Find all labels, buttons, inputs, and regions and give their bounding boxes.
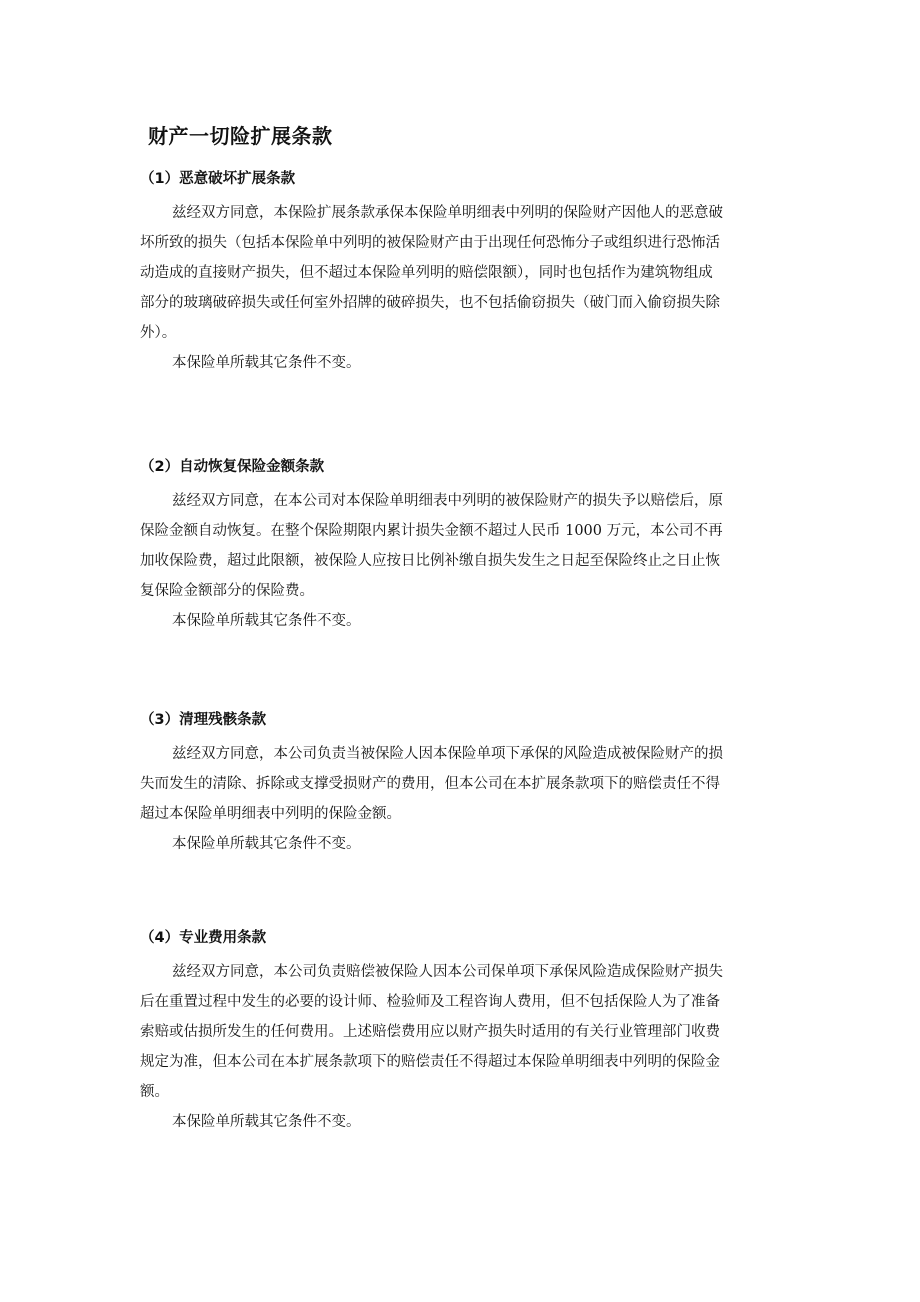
closing-line: 本保险单所载其它条件不变。	[172, 613, 361, 629]
paragraph-line: 坏所致的损失（包括本保险单中列明的被保险财产由于出现任何恐怖分子或组织进行恐怖活	[140, 235, 720, 251]
section-debris-removal	[140, 709, 788, 859]
paragraph-line: 后在重置过程中发生的必要的设计师、检验师及工程咨询人费用，但不包括保险人为了准备	[140, 994, 720, 1010]
paragraph-line: 保险金额自动恢复。在整个保险期限内累计损失金额不超过人民币 1000 万元，本公司不再	[140, 523, 723, 539]
paragraph-line: 额。	[140, 1084, 169, 1100]
paragraph-line: 兹经双方同意，本公司负责当被保险人因本保险单项下承保的风险造成被保险财产的损	[172, 746, 723, 762]
closing-line: 本保险单所载其它条件不变。	[172, 355, 361, 371]
paragraph-line: 外）。	[140, 325, 177, 341]
section-heading: （4）专业费用条款	[140, 930, 267, 946]
section-heading: （1）恶意破坏扩展条款	[140, 171, 296, 187]
section-auto-reinstatement	[140, 456, 788, 636]
closing-line: 本保险单所载其它条件不变。	[172, 1114, 361, 1130]
section-heading: （2）自动恢复保险金额条款	[140, 459, 325, 475]
section-professional-fees	[140, 927, 788, 1137]
paragraph-line: 复保险金额部分的保险费。	[140, 583, 314, 599]
paragraph-line: 动造成的直接财产损失，但不超过本保险单列明的赔偿限额），同时也包括作为建筑物组成	[140, 265, 713, 281]
section-malicious-damage	[140, 168, 788, 378]
paragraph-line: 索赔或估损所发生的任何费用。上述赔偿费用应以财产损失时适用的有关行业管理部门收费	[140, 1024, 720, 1040]
closing-line: 本保险单所载其它条件不变。	[172, 836, 361, 852]
paragraph-line: 超过本保险单明细表中列明的保险金额。	[140, 806, 401, 822]
section-heading: （3）清理残骸条款	[140, 712, 267, 728]
paragraph-line: 失而发生的清除、拆除或支撑受损财产的费用，但本公司在本扩展条款项下的赔偿责任不得	[140, 776, 720, 792]
paragraph-line: 部分的玻璃破碎损失或任何室外招牌的破碎损失，也不包括偷窃损失（破门而入偷窃损失除	[140, 295, 720, 311]
document-title: 财产一切险扩展条款	[148, 124, 333, 148]
paragraph-line: 加收保险费，超过此限额，被保险人应按日比例补缴自损失发生之日起至保险终止之日止恢	[140, 553, 720, 569]
paragraph-line: 兹经双方同意，本保险扩展条款承保本保险单明细表中列明的保险财产因他人的恶意破	[172, 205, 723, 221]
paragraph-line: 兹经双方同意，本公司负责赔偿被保险人因本公司保单项下承保风险造成保险财产损失	[172, 964, 723, 980]
paragraph-line: 兹经双方同意，在本公司对本保险单明细表中列明的被保险财产的损失予以赔偿后，原	[172, 493, 723, 509]
paragraph-line: 规定为准，但本公司在本扩展条款项下的赔偿责任不得超过本保险单明细表中列明的保险金	[140, 1054, 720, 1070]
